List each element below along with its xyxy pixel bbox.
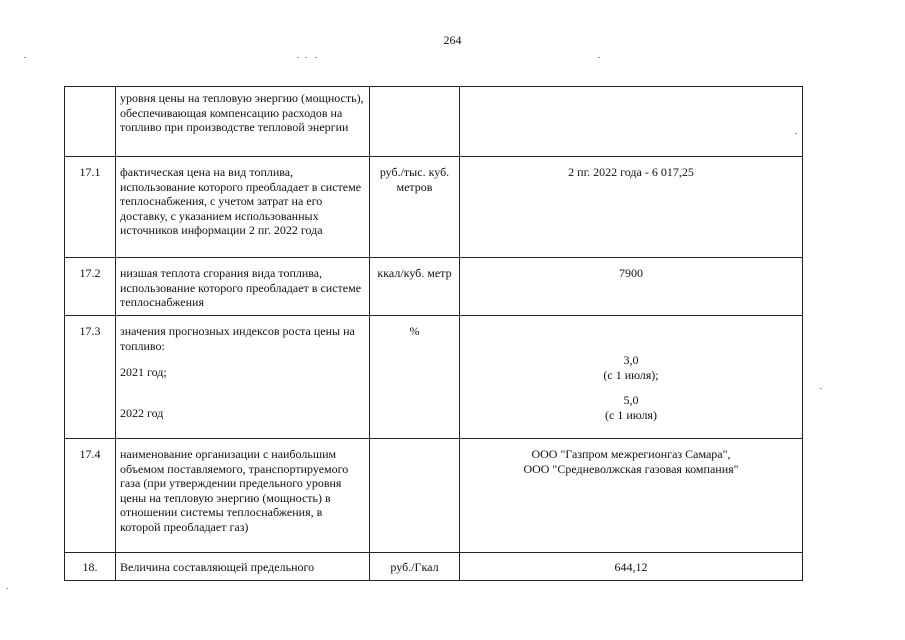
row-description: фактическая цена на вид топлива, использование которого преобладает в системе теплоснабжения, с учетом затрат на его доставку, с указанием использованных источников информации 2 пг. 2022 года	[116, 157, 370, 258]
scan-speck	[305, 57, 307, 58]
row-unit: руб./тыс. куб. метров	[370, 157, 460, 258]
row-number: 17.3	[65, 316, 116, 439]
forecast-index-value: 3,0	[623, 353, 639, 367]
row-unit: руб./Гкал	[370, 553, 460, 581]
table-row	[65, 157, 803, 258]
table-row	[65, 553, 803, 581]
row-number: 18.	[65, 553, 116, 581]
table-row	[65, 258, 803, 316]
row-unit	[370, 439, 460, 553]
row-unit: ккал/куб. метр	[370, 258, 460, 316]
scan-speck	[24, 57, 26, 58]
forecast-index-note: (с 1 июля);	[603, 367, 659, 382]
row-unit: %	[370, 316, 460, 439]
table-row	[65, 87, 803, 157]
scan-speck	[297, 57, 299, 58]
forecast-index-value: 5,0	[623, 393, 639, 407]
table-row	[65, 439, 803, 553]
forecast-index-note: (с 1 июля)	[605, 407, 657, 422]
row-description-text: значения прогнозных индексов роста цены на топливо:	[120, 324, 355, 353]
scan-speck	[598, 57, 600, 58]
scan-speck	[6, 588, 8, 589]
tariff-parameters-table	[64, 86, 803, 581]
row-value: ООО "Газпром межрегионгаз Самара", ООО "Средневолжская газовая компания"	[460, 439, 803, 553]
row-value	[460, 87, 803, 157]
scan-speck	[315, 57, 317, 58]
row-number: 17.2	[65, 258, 116, 316]
row-unit	[370, 87, 460, 157]
row-number: 17.1	[65, 157, 116, 258]
row-number	[65, 87, 116, 157]
row-description: наименование организации с наибольшим объемом поставляемого, транспортируемого газа (при утверждении предельного уровня цены на тепловую энергию (мощность) в отношении системы теплоснабжения, в которой преобладает газ)	[116, 439, 370, 553]
row-description: низшая теплота сгорания вида топлива, использование которого преобладает в системе теплоснабжения	[116, 258, 370, 316]
row-value: 7900	[460, 258, 803, 316]
page-number: 264	[443, 33, 462, 47]
scan-speck	[820, 388, 822, 389]
row-value: 644,12	[460, 553, 803, 581]
row-value: 2 пг. 2022 года - 6 017,25	[460, 157, 803, 258]
row-number: 17.4	[65, 439, 116, 553]
forecast-year-label: 2022 год	[120, 405, 164, 420]
table-row	[65, 316, 803, 439]
forecast-year-label: 2021 год;	[120, 365, 167, 379]
row-description: уровня цены на тепловую энергию (мощность), обеспечивающая компенсацию расходов на топливо при производстве тепловой энергии	[116, 87, 370, 157]
row-description: Величина составляющей предельного	[116, 553, 370, 581]
row-description	[116, 316, 370, 439]
row-value	[460, 316, 803, 439]
